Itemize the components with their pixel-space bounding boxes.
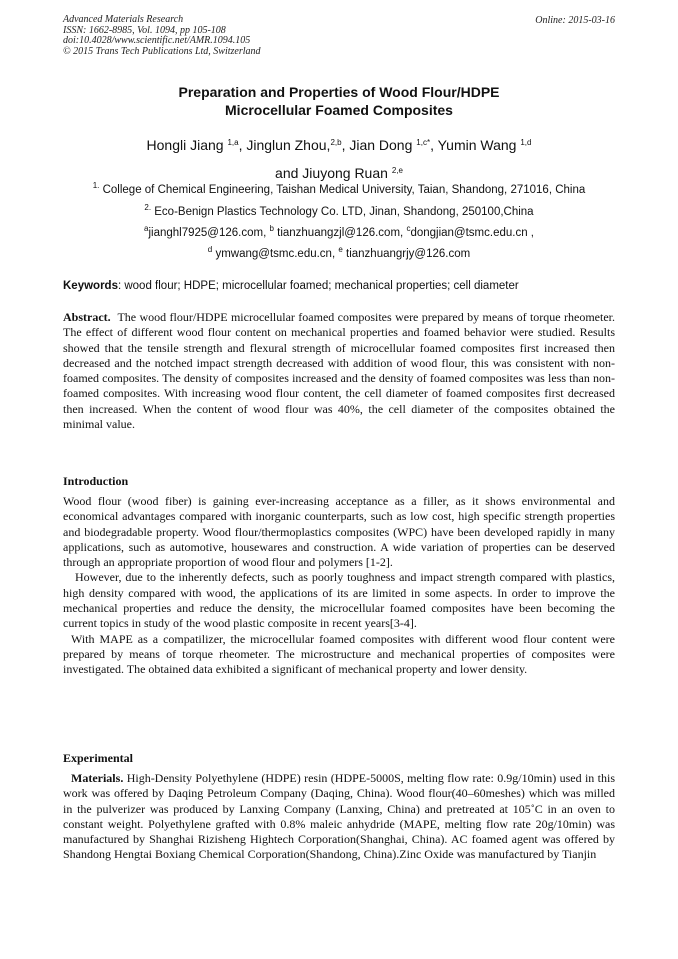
section-heading-introduction: Introduction — [63, 474, 129, 488]
email-link[interactable]: dongjian@tsmc.edu.cn , — [410, 227, 534, 239]
issn-line: ISSN: 1662-8985, Vol. 1094, pp 105-108 — [63, 24, 226, 36]
materials-text: High-Density Polyethylene (HDPE) resin (HDPE-5000S, melting flow rate: 0.9g/10min) used in this work was offered by Daqing Petroleum Company (Daqing, China). Wood flour(40–60meshes) which was milled in the pulverizer was produced by Lanxing Company (Lanxing, China) and pretreated at 105˚C in an oven to constant weight. Polyethylene grafted with 0.8% maleic anhydride (MAPE, melting flow rate 20g/10min) was manufactured by Shanghai Rizisheng Hightech Corporation(Shanghai, China). AC foamed agent was offered by Shandong Hengtai Boxiang Chemical Corporation(Shandong, China).Zinc Oxide was manufactured by Tianjin — [63, 771, 616, 862]
paragraph: With MAPE as a compatilizer, the microcellular foamed composites with different wood flour content were prepared by means of torque rheometer. The microstructure and mechanical properties of composites were investigated. The obtained data exhibited a significant of mechanical property and lower density. — [63, 631, 615, 677]
abstract-text: The wood flour/HDPE microcellular foamed composites were prepared by means of torque rheometer. The effect of different wood flour content on mechanical properties and foamed behavior were studied. Results showed that the tensile strength and flexural strength of microcellular foamed composites first increased then decreased and the notched impact strength decreased with addition of wood flour, this was consistent with non-foamed composites. The density of composites increased and the density of foamed composites was less than non-foamed composites. With increasing wood flour content, the cell diameter of foamed composites first decreased then increased. When the content of wood flour was 40%, the cell diameter of the composites obtained the minimal value. — [63, 310, 615, 432]
keywords — [63, 280, 615, 292]
journal-name: Advanced Materials Research — [63, 14, 184, 25]
author-affiliation-mark: 2,e — [391, 166, 403, 175]
email-link[interactable]: ymwang@tsmc.edu.cn, — [215, 248, 336, 260]
author-name: and Jiuyong Ruan — [275, 165, 388, 181]
abstract — [63, 310, 615, 432]
email-line-2: $^d$ ymwang@tsmc.edu.cn, $^e$ tianzhuangrjy@126.com — [207, 245, 471, 260]
author-name: , Jian Dong — [341, 137, 413, 153]
experimental-body — [63, 771, 615, 863]
email-link[interactable]: jianghl7925@126.com, — [148, 227, 267, 239]
keywords-text: : wood flour; HDPE; microcellular foamed; mechanical properties; cell diameter — [117, 280, 519, 292]
section-heading-experimental: Experimental — [63, 751, 133, 765]
copyright-line: © 2015 Trans Tech Publications Ltd, Switzerland — [63, 45, 261, 57]
materials-label: Materials. — [71, 771, 124, 785]
author-name: , Jinglun Zhou, — [238, 137, 331, 153]
paragraph: However, due to the inherently defects, such as poorly toughness and impact strength compared with plastics, high density compared with wood, the applications of its are limited in some aspects. In order to improve the mechanical properties and reduce the density, the microcellular foamed composites have been becoming the current topics in study of the wood plastic composite in recent years[3-4]. — [63, 570, 615, 631]
title-line-1: Preparation and Properties of Wood Flour/HDPE — [178, 84, 500, 100]
keywords-label: Keywords — [63, 280, 118, 292]
title-line-2: Microcellular Foamed Composites — [225, 102, 453, 118]
doi-line: doi:10.4028/www.scientific.net/AMR.1094.105 — [63, 35, 251, 47]
online-date: Online: 2015-03-16 — [535, 15, 615, 26]
email-link[interactable]: tianzhuangzjl@126.com, — [277, 227, 404, 239]
journal-header — [63, 15, 483, 57]
author-name: Hongli Jiang — [146, 137, 224, 153]
author-list — [0, 130, 678, 186]
author-affiliation-mark: 2,b — [330, 138, 342, 147]
author-line-1 — [0, 130, 678, 158]
affiliation-1: $^{1.}$ College of Chemical Engineering, Taishan Medical University, Taian, Shandong, 271016, China — [92, 181, 586, 196]
author-affiliation-mark: 1,a — [227, 138, 239, 147]
author-affiliation-mark: 1,d — [520, 138, 532, 147]
author-affiliation-mark: 1,c* — [416, 138, 431, 147]
author-name: , Yumin Wang — [430, 137, 517, 153]
email-line-1: $^a$jianghl7925@126.com, $^b$ tianzhuangzjl@126.com, $^c$dongjian@tsmc.edu.cn , — [144, 224, 534, 239]
paper-title — [0, 83, 678, 119]
paragraph: Wood flour (wood fiber) is gaining ever-increasing acceptance as a filler, as it shows environmental and economical advantages compared with inorganic counterparts, such as low cost, high specific strength properties and biodegradable property. Wood flour/thermoplastics composites (WPC) have been developed rapidly in many applications, such as automotive, housewares and construction. A wide variation of properties can be deserved through an appropriate proportion of wood flour and polymers [1-2]. — [63, 494, 615, 570]
introduction-body — [63, 494, 615, 678]
email-link[interactable]: tianzhuangrjy@126.com — [346, 248, 471, 260]
affiliation-2: $^{2.}$ Eco-Benign Plastics Technology Co. LTD, Jinan, Shandong, 250100,China — [144, 203, 534, 218]
abstract-label: Abstract. — [63, 310, 111, 324]
